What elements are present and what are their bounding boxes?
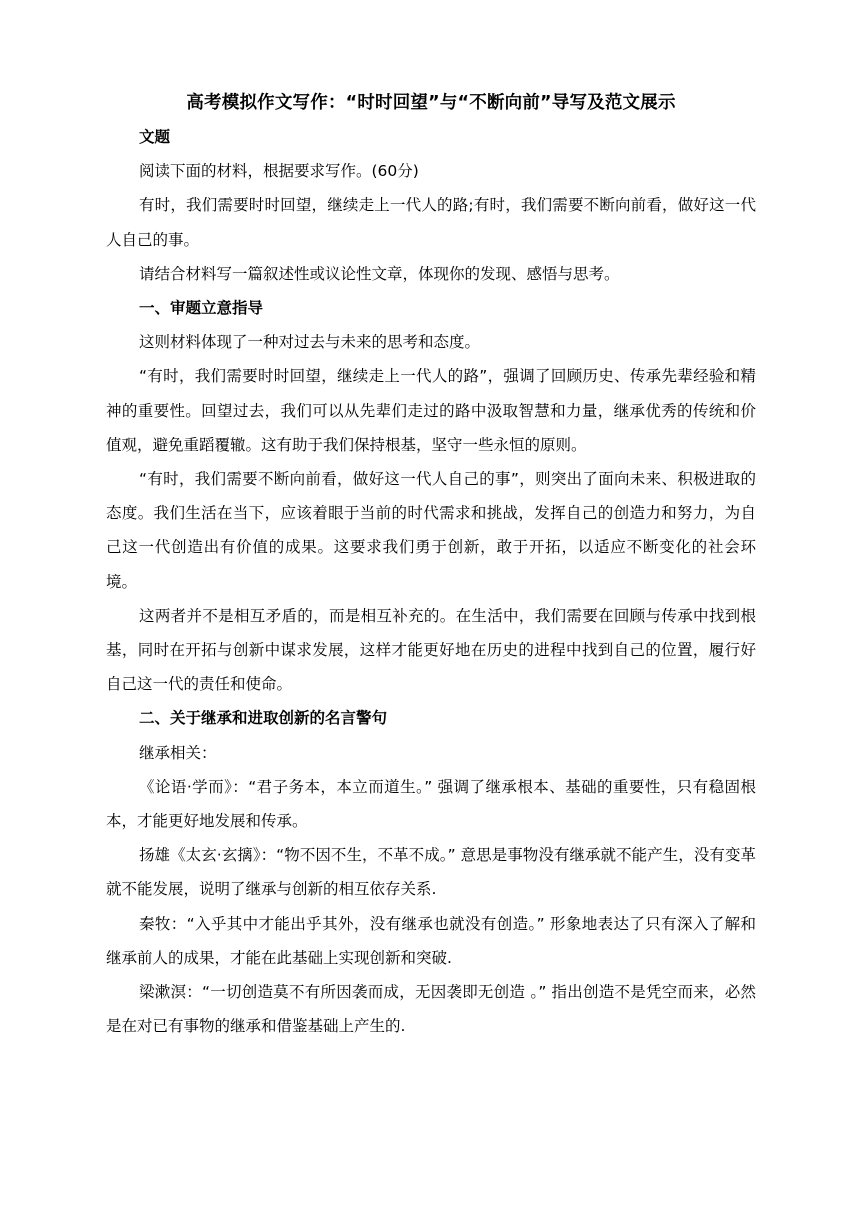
quote-paragraph: 秦牧：“入乎其中才能出乎其外，没有继承也就没有创造。” 形象地表达了只有深入了解和继承前人的成果，才能在此基础上实现创新和突破. bbox=[106, 914, 756, 967]
section-1-paragraph: “有时，我们需要时时回望，继续走上一代人的路”，强调了回顾历史、传承先辈经验和精神的重要性。回望过去，我们可以从先辈们走过的路中汲取智慧和力量，继承优秀的传统和价值观，避免重蹈覆辙。这有助于我们保持根基，坚守一些永恒的原则。 bbox=[106, 367, 756, 454]
prompt-intro: 阅读下面的材料，根据要求写作。(60分) bbox=[139, 162, 419, 181]
prompt-heading: 文题 bbox=[139, 128, 171, 146]
quote-paragraph: 梁漱溟：“一切创造莫不有所因袭而成，无因袭即无创造 。” 指出创造不是凭空而来，必然是在对已有事物的继承和借鉴基础上产生的. bbox=[106, 983, 756, 1036]
section-2-intro: 继承相关： bbox=[139, 743, 217, 762]
prompt-material: 有时，我们需要时时回望，继续走上一代人的路;有时，我们需要不断向前看，做好这一代人自己的事。 bbox=[106, 196, 756, 249]
section-1-heading: 一、审题立意指导 bbox=[139, 299, 264, 318]
quote-paragraph: 《论语·学而》：“君子务本，本立而道生。” 强调了继承根本、基础的重要性，只有稳固根本，才能更好地发展和传承。 bbox=[106, 777, 756, 831]
section-1-paragraph: “有时，我们需要不断向前看，做好这一代人自己的事”，则突出了面向未来、积极进取的态度。我们生活在当下，应该着眼于当前的时代需求和挑战，发挥自己的创造力和努力，为自己这一代创造出有价值的成果。这要求我们勇于创新，敢于开拓，以适应不断变化的社会环境。 bbox=[106, 470, 756, 591]
section-2-heading: 二、关于继承和进取创新的名言警句 bbox=[139, 709, 388, 728]
document-page bbox=[106, 86, 756, 1043]
prompt-requirement: 请结合材料写一篇叙述性或议论性文章，体现你的发现、感悟与思考。 bbox=[139, 264, 620, 283]
section-1-paragraph: 这则材料体现了一种对过去与未来的思考和态度。 bbox=[139, 333, 481, 352]
section-1-paragraph: 这两者并不是相互矛盾的，而是相互补充的。在生活中，我们需要在回顾与传承中找到根基，同时在开拓与创新中谋求发展，这样才能更好地在历史的进程中找到自己的位置，履行好自己这一代的责任和使命。 bbox=[106, 606, 756, 694]
quote-paragraph: 扬雄《太玄·玄摛》：“物不因不生，不革不成。” 意思是事物没有继承就不能产生，没有变革就不能发展，说明了继承与创新的相互依存关系. bbox=[106, 846, 756, 899]
document-title: 高考模拟作文写作：“时时回望”与“不断向前”导写及范文展示 bbox=[186, 93, 676, 113]
